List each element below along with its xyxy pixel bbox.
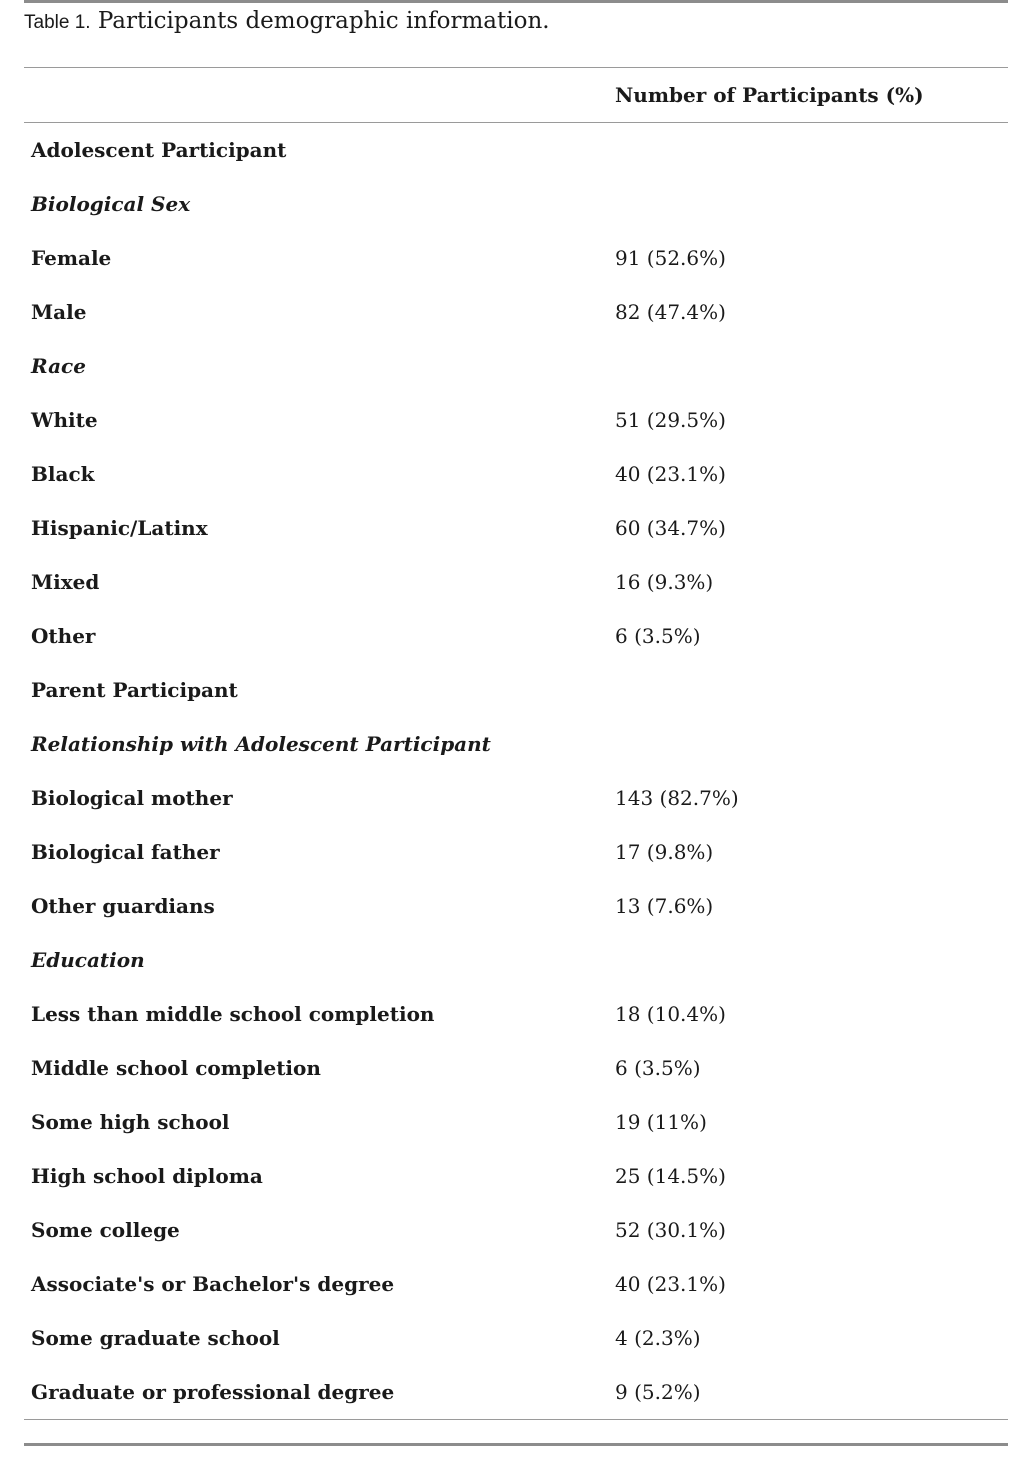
table-caption-title: Participants demographic information.: [97, 8, 550, 34]
row-value: 13 (7.6%): [615, 894, 714, 918]
demographics-table: [24, 67, 1008, 1420]
section-heading: Parent Participant: [31, 678, 238, 702]
row-value: 6 (3.5%): [615, 1056, 701, 1080]
row-label: Less than middle school completion: [31, 1002, 435, 1026]
row-value: 25 (14.5%): [615, 1164, 726, 1188]
table-row: [24, 447, 1008, 501]
row-label: Some high school: [31, 1110, 230, 1134]
row-value: 52 (30.1%): [615, 1218, 726, 1242]
row-label: Male: [31, 300, 87, 324]
row-value: 6 (3.5%): [615, 624, 701, 648]
table-row: [24, 825, 1008, 879]
table-row: [24, 501, 1008, 555]
row-label: Middle school completion: [31, 1056, 321, 1080]
row-value: 19 (11%): [615, 1110, 707, 1134]
bottom-rule: [24, 1443, 1008, 1446]
table-row: [24, 123, 1008, 178]
table-row: [24, 1365, 1008, 1420]
table-row: [24, 555, 1008, 609]
table-row: [24, 609, 1008, 663]
table-row: [24, 1311, 1008, 1365]
row-value: 40 (23.1%): [615, 462, 726, 486]
table-header-count: Number of Participants (%): [608, 68, 1008, 123]
table-row: [24, 1203, 1008, 1257]
row-value: 4 (2.3%): [615, 1326, 701, 1350]
row-label: Some college: [31, 1218, 180, 1242]
table-row: [24, 231, 1008, 285]
table-row: [24, 1095, 1008, 1149]
table-row: [24, 771, 1008, 825]
row-value: 18 (10.4%): [615, 1002, 726, 1026]
table-body: [24, 123, 1008, 1420]
row-value: 51 (29.5%): [615, 408, 726, 432]
subsection-heading: Relationship with Adolescent Participant: [31, 732, 491, 756]
row-label: High school diploma: [31, 1164, 263, 1188]
table-row: [24, 933, 1008, 987]
row-value: 17 (9.8%): [615, 840, 714, 864]
row-value: 82 (47.4%): [615, 300, 726, 324]
row-label: Mixed: [31, 570, 100, 594]
row-value: 143 (82.7%): [615, 786, 739, 810]
row-label: Female: [31, 246, 112, 270]
row-value: 16 (9.3%): [615, 570, 714, 594]
row-value: [608, 123, 1008, 178]
row-value: 60 (34.7%): [615, 516, 726, 540]
subsection-heading: Race: [31, 354, 86, 378]
table-caption: [24, 6, 550, 38]
table-row: [24, 1257, 1008, 1311]
table-row: [24, 285, 1008, 339]
row-label: Other guardians: [31, 894, 215, 918]
row-value: 9 (5.2%): [608, 1365, 1008, 1420]
subsection-heading: Biological Sex: [31, 192, 191, 216]
table-row: [24, 177, 1008, 231]
row-label: Hispanic/Latinx: [31, 516, 208, 540]
table-row: [24, 879, 1008, 933]
table-header-row: [24, 68, 1008, 123]
row-label: Some graduate school: [31, 1326, 280, 1350]
table-caption-label: Table 1.: [24, 12, 91, 33]
subsection-heading: Education: [31, 948, 145, 972]
row-label: Associate's or Bachelor's degree: [31, 1272, 395, 1296]
demographics-table-container: [24, 67, 1008, 1420]
table-row: [24, 717, 1008, 771]
row-value: [608, 339, 1008, 393]
table-row: [24, 1041, 1008, 1095]
table-row: [24, 663, 1008, 717]
row-label: Black: [31, 462, 95, 486]
row-label: Graduate or professional degree: [24, 1365, 608, 1420]
row-label: Biological mother: [31, 786, 233, 810]
table-header-category: [24, 68, 608, 123]
section-heading: Adolescent Participant: [31, 138, 287, 162]
row-value: [608, 717, 1008, 771]
row-value: [608, 663, 1008, 717]
row-label: Other: [31, 624, 96, 648]
row-value: 40 (23.1%): [615, 1272, 726, 1296]
row-value: [608, 933, 1008, 987]
row-value: [608, 177, 1008, 231]
row-value: 91 (52.6%): [615, 246, 726, 270]
table-row: [24, 1149, 1008, 1203]
table-row: [24, 987, 1008, 1041]
top-rule: [24, 0, 1008, 3]
row-label: Biological father: [31, 840, 220, 864]
table-row: [24, 393, 1008, 447]
table-row: [24, 339, 1008, 393]
row-label: White: [31, 408, 98, 432]
